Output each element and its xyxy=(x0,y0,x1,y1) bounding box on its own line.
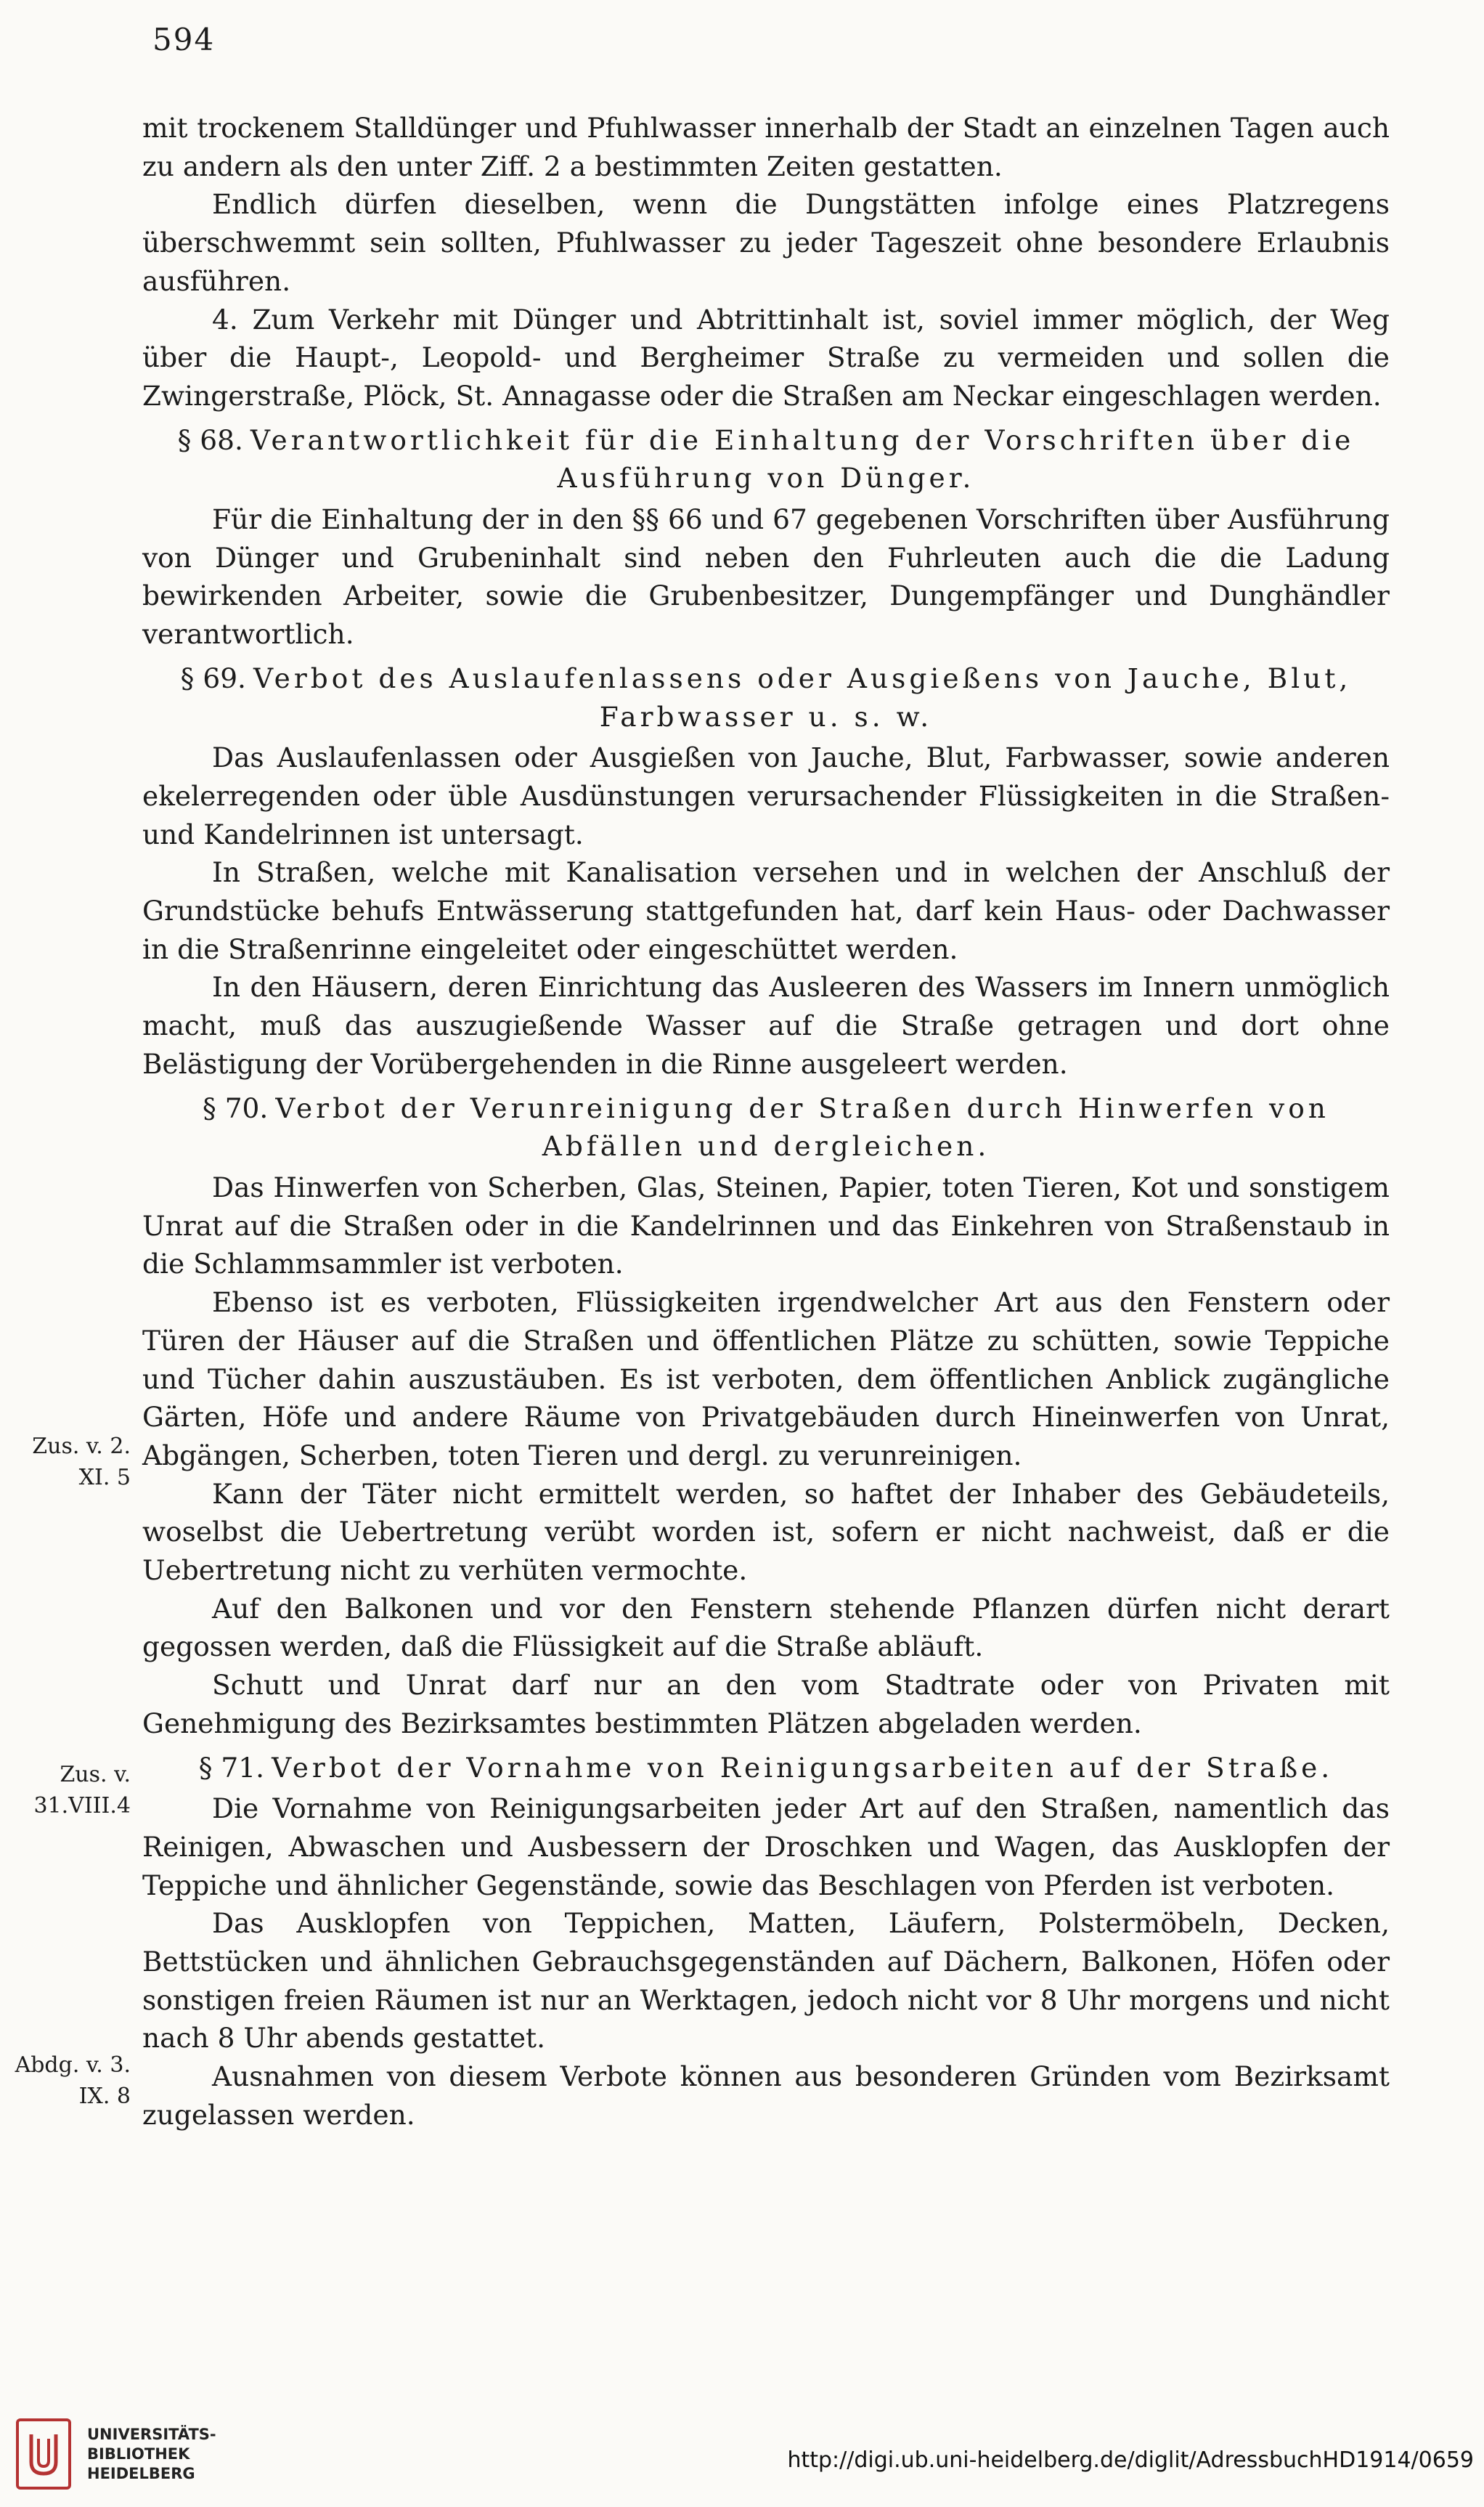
section-title: Verbot des Auslaufenlassens oder Ausgießens von Jauche, Blut, Farbwasser u. s. w. xyxy=(253,662,1352,733)
margin-note: Zus. v. 2. XI. 5 xyxy=(32,1434,131,1490)
section-title: Verbot der Verunreinigung der Straßen durch Hinwerfen von Abfällen und dergleichen. xyxy=(275,1092,1329,1163)
section-number: § 69. xyxy=(180,662,246,694)
section-heading xyxy=(142,1089,1390,1166)
paragraph: In den Häusern, deren Einrichtung das Ausleeren des Wassers im Innern unmöglich macht, muß das auszugießende Wasser auf die Straße getragen und dort ohne Belästigung der Vorübergehenden in die Rinne ausgeleert werden. xyxy=(142,971,1390,1080)
page-number: 594 xyxy=(152,22,216,57)
margin-note: Abdg. v. 3. IX. 8 xyxy=(15,2052,131,2109)
section-number: § 70. xyxy=(203,1092,269,1124)
paragraph: Das Hinwerfen von Scherben, Glas, Steinen, Papier, toten Tieren, Kot und sonstigem Unrat auf die Straßen oder in die Kandelrinnen und das Einkehren von Straßenstaub in die Schlammsammler ist verboten. xyxy=(142,1171,1390,1280)
section-number: § 68. xyxy=(177,423,243,456)
paragraph: Das Ausklopfen von Teppichen, Matten, Läufern, Polstermöbeln, Decken, Bettstücken und ähnlichen Gebrauchsgegenständen auf Dächern, Balkonen, Höfen oder sonstigen freien Räumen ist nur an Werktagen, jedoch nicht vor 8 Uhr morgens und nicht nach 8 Uhr abends gestattet. xyxy=(142,1907,1390,2055)
paragraph: In Straßen, welche mit Kanalisation versehen und in welchen der Anschluß der Grundstücke behufs Entwässerung stattgefunden hat, darf kein Haus- oder Dachwasser in die Straßenrinne eingeleitet oder eingeschüttet werden. xyxy=(142,856,1390,965)
paragraph: Die Vornahme von Reinigungsarbeiten jeder Art auf den Straßen, namentlich das Reinigen, Abwaschen und Ausbessern der Droschken und Wagen, das Ausklopfen der Teppiche und ähnlicher Gegenstände, sowie das Beschlagen von Pferden ist verboten. xyxy=(142,1792,1390,1901)
section-heading xyxy=(142,421,1390,497)
paragraph: Ausnahmen von diesem Verbote können aus besonderen Gründen vom Bezirksamt zugelassen werden. xyxy=(142,2060,1390,2131)
source-url-link[interactable]: http://digi.ub.uni-heidelberg.de/diglit/AdressbuchHD1914/0659 xyxy=(787,2447,1474,2473)
library-logo[interactable] xyxy=(16,2418,216,2490)
section-heading xyxy=(142,659,1390,736)
paragraph: Auf den Balkonen und vor den Fenstern stehende Pflanzen dürfen nicht derart gegossen werden, daß die Flüssigkeit auf die Straße abläuft. xyxy=(142,1592,1390,1663)
library-seal-icon xyxy=(16,2418,71,2490)
paragraph: Für die Einhaltung der in den §§ 66 und 67 gegebenen Vorschriften über Ausführung von Dünger und Grubeninhalt sind neben den Fuhrleuten auch die die Ladung bewirkenden Arbeiter, sowie die Grubenbesitzer, Dungempfänger und Dunghändler verantwortlich. xyxy=(142,503,1390,651)
paragraph: Ebenso ist es verboten, Flüssigkeiten irgendwelcher Art aus den Fenstern oder Türen der Häuser auf die Straßen und öffentlichen Plätze zu schütten, sowie Teppiche und Tücher dahin auszustäuben. Es ist verboten, dem öffentlichen Anblick zugängliche Gärten, Höfe und andere Räume von Privatgebäuden durch Hineinwerfen von Unrat, Abgängen, Scherben, toten Tieren und dergl. zu verunreinigen. xyxy=(142,1286,1390,1471)
text-column xyxy=(142,109,1390,2134)
paragraph: Schutt und Unrat darf nur an den vom Stadtrate oder von Privaten mit Genehmigung des Bezirksamtes bestimmten Plätzen abgeladen werden. xyxy=(142,1669,1390,1739)
paragraph: Das Auslaufenlassen oder Ausgießen von Jauche, Blut, Farbwasser, sowie anderen ekelerregenden oder üble Ausdünstungen verursachender Flüssigkeiten in die Straßen- und Kandelrinnen ist untersagt. xyxy=(142,741,1390,850)
section-number: § 71. xyxy=(198,1751,265,1784)
paragraph: Kann der Täter nicht ermittelt werden, so haftet der Inhaber des Gebäudeteils, woselbst die Uebertretung verübt worden ist, sofern er nicht nachweist, daß er die Uebertretung nicht zu verhüten vermochte. xyxy=(142,1477,1390,1587)
library-name: UNIVERSITÄTS- BIBLIOTHEK HEIDELBERG xyxy=(87,2425,216,2482)
margin-note: Zus. v. 31.VIII.4 xyxy=(33,1762,131,1819)
paragraph: mit trockenem Stalldünger und Pfuhlwasser innerhalb der Stadt an einzelnen Tagen auch zu andern als den unter Ziff. 2 a bestimmten Zeiten gestatten. xyxy=(142,112,1390,182)
section-heading xyxy=(142,1749,1390,1787)
section-title: Verbot der Vornahme von Reinigungsarbeiten auf der Straße. xyxy=(272,1751,1334,1784)
paragraph: 4. Zum Verkehr mit Dünger und Abtrittinhalt ist, soviel immer möglich, der Weg über die Haupt-, Leopold- und Bergheimer Straße zu vermeiden und sollen die Zwingerstraße, Plöck, St. Annagasse oder die Straßen am Neckar eingeschlagen werden. xyxy=(142,303,1390,412)
paragraph: Endlich dürfen dieselben, wenn die Dungstätten infolge eines Platzregens überschwemmt sein sollten, Pfuhlwasser zu jeder Tageszeit ohne besondere Erlaubnis ausführen. xyxy=(142,188,1390,297)
section-title: Verantwortlichkeit für die Einhaltung der Vorschriften über die Ausführung von Dünger. xyxy=(250,423,1355,495)
